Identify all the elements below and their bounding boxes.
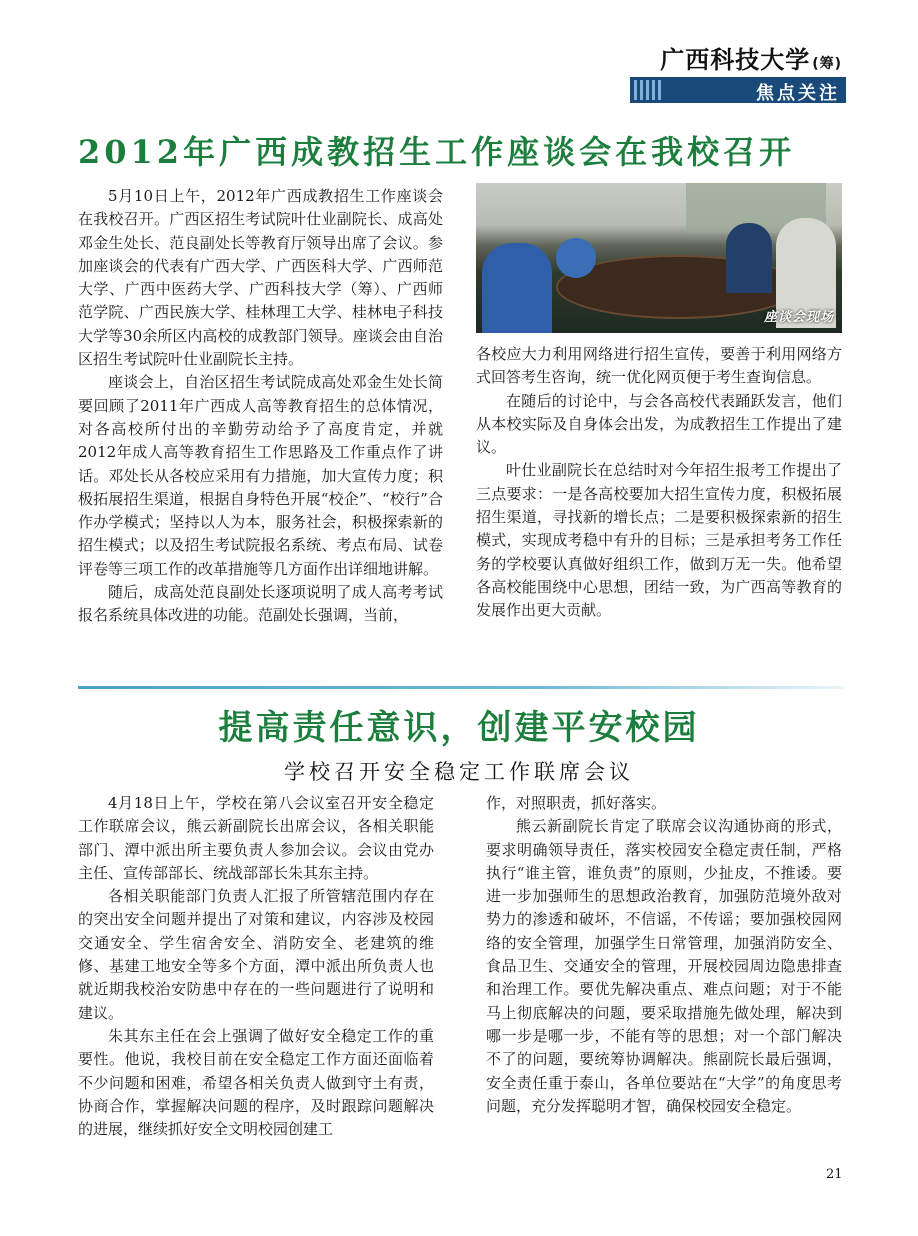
- photo-caption: 座谈会现场: [763, 310, 834, 325]
- article2-headline: 提高责任意识，创建平安校园: [218, 708, 700, 748]
- article1-left-paragraph: 座谈会上，自治区招生考试院成高处邓金生处长简要回顾了2011年广西成人高等教育招生的总体情况，对各高校所付出的辛勤劳动给予了高度肯定，并就2012年成人高等教育招生工作思路及工作重点作了讲话。邓处长从各校应采用有力措施，加大宣传力度；积极拓展招生渠道，根据自身特色开展“校企”、“校行”合作办学模式；坚持以人为本，服务社会，积极探索新的招生模式；以及招生考试院报名系统、考点布局、试卷评卷等三项工作的改革措施等几方面作出详细地讲解。: [78, 373, 443, 578]
- masthead-title: [632, 40, 842, 75]
- masthead-title-note: (筹): [812, 56, 842, 72]
- article2-left-paragraph: 4月18日上午，学校在第八会议室召开安全稳定工作联席会议，熊云新副院长出席会议，各相关职能部门、潭中派出所主要负责人参加会议。会议由党办主任、宣传部部长、统战部部长朱其东主持。: [78, 794, 434, 882]
- page-number: 21: [826, 1167, 843, 1182]
- article1-left-paragraph: 随后，成高处范良副处长逐项说明了成人高考考试报名系统具体改进的功能。范副处长强调，当前，: [78, 583, 443, 625]
- article2-subheadline: 学校召开安全稳定工作联席会议: [284, 760, 634, 784]
- article1-right-paragraph: 叶仕业副院长在总结时对今年招生报考工作提出了三点要求：一是各高校要加大招生宣传力度，积极拓展招生渠道，寻找新的增长点；二是要积极探索新的招生模式，实现成考稳中有升的目标；三是承担考务工作任务的学校要认真做好组织工作，做到万无一失。他希望各高校能围绕中心思想，团结一致，为广西高等教育的发展作出更大贡献。: [476, 461, 842, 620]
- meeting-photo: [476, 183, 842, 333]
- article1-headline: 2012年广西成教招生工作座谈会在我校召开: [78, 133, 796, 171]
- article2-right-paragraph: 熊云新副院长肯定了联席会议沟通协商的形式，要求明确领导责任，落实校园安全稳定责任制，严格执行“谁主管，谁负责”的原则，少扯皮，不推诿。要进一步加强师生的思想政治教育，加强防范境外敌对势力的渗透和破坏，不信谣，不传谣；要加强校园网络的安全管理，加强学生日常管理，加强消防安全、食品卫生、交通安全的管理，开展校园周边隐患排查和治理工作。要优先解决重点、难点问题；对于不能马上彻底解决的问题，要采取措施先做处理，解决到哪一步是哪一步，不能有等的思想；对一个部门解决不了的问题，要统筹协调解决。熊副院长最后强调，安全责任重于泰山，各单位要站在“大学”的角度思考问题，充分发挥聪明才智，确保校园安全稳定。: [486, 817, 842, 1115]
- article1-right-paragraph: 在随后的讨论中，与会各高校代表踊跃发言，他们从本校实际及自身体会出发，为成教招生工作提出了建议。: [476, 391, 842, 457]
- article2-right-paragraph: 作，对照职责，抓好落实。: [486, 794, 667, 812]
- article1-left-column: [78, 185, 443, 628]
- article2-right-column: [486, 792, 842, 1118]
- article1-right-paragraph: 各校应大力利用网络进行招生宣传，要善于利用网络方式回答考生咨询，统一优化网页便于考生查询信息。: [476, 345, 842, 387]
- section-label: 焦点关注: [756, 83, 840, 104]
- article1-left-paragraph: 5月10日上午，2012年广西成教招生工作座谈会在我校召开。广西区招生考试院叶仕业副院长、成高处邓金生处长、范良副处长等教育厅领导出席了会议。参加座谈会的代表有广西大学、广西医科大学、广西师范大学、广西中医药大学、广西科技大学（筹）、广西师范学院、广西民族大学、桂林理工大学、桂林电子科技大学等30余所区内高校的成教部门领导。座谈会由自治区招生考试院叶仕业副院长主持。: [78, 187, 443, 369]
- article1-right-column: [476, 343, 842, 623]
- section-stripes: [634, 80, 661, 100]
- masthead-title-text: 广西科技大学: [660, 46, 811, 74]
- section-divider: [78, 686, 844, 689]
- article2-left-column: [78, 792, 434, 1141]
- article2-left-paragraph: 朱其东主任在会上强调了做好安全稳定工作的重要性。他说，我校目前在安全稳定工作方面还面临着不少问题和困难，希望各相关负责人做到守土有责，协商合作，掌握解决问题的程序，及时跟踪问题解决的进展，继续抓好安全文明校园创建工: [78, 1026, 434, 1139]
- article2-left-paragraph: 各相关职能部门负责人汇报了所管辖范围内存在的突出安全问题并提出了对策和建议，内容涉及校园交通安全、学生宿舍安全、消防安全、老建筑的维修、基建工地安全等多个方面，潭中派出所负责人也就近期我校治安防患中存在的一些问题进行了说明和建议。: [78, 887, 434, 1022]
